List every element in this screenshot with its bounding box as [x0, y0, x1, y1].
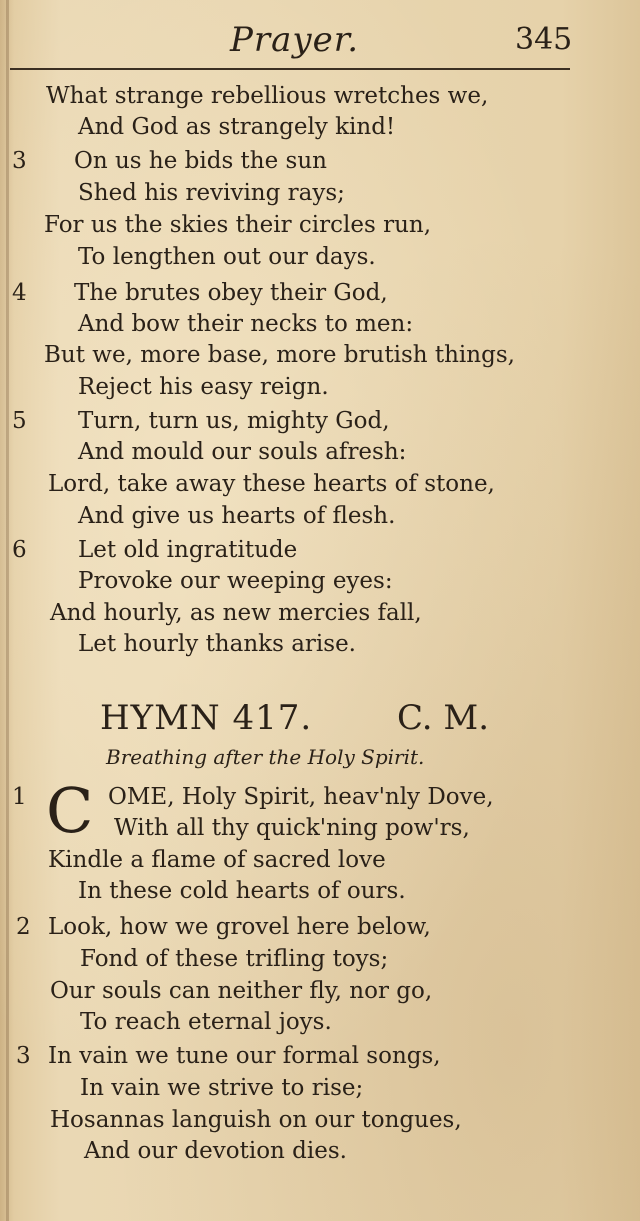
verse-line: The brutes obey their God, [74, 280, 388, 306]
header-rule [10, 68, 570, 70]
verse-line: And hourly, as new mercies fall, [50, 600, 422, 626]
hymn-meter: C. M. [397, 698, 490, 738]
verse-line: Fond of these trifling toys; [80, 946, 389, 972]
hymn-heading: HYMN 417. [100, 698, 313, 738]
verse-line: Reject his easy reign. [78, 374, 329, 400]
verse-line: In these cold hearts of ours. [78, 878, 406, 904]
page-number: 345 [515, 22, 573, 57]
verse-line: And mould our souls afresh: [78, 439, 407, 465]
verse-line: Hosannas languish on our tongues, [50, 1107, 462, 1133]
verse-line: For us the skies their circles run, [44, 212, 432, 238]
verse-line: Shed his reviving rays; [78, 180, 345, 206]
verse-line: And give us hearts of flesh. [78, 503, 396, 529]
verse-number: 4 [12, 280, 27, 306]
hymn-subtitle: Breathing after the Holy Spirit. [106, 745, 425, 769]
verse-number: 1 [12, 784, 27, 810]
verse-line: Our souls can neither fly, nor go, [50, 978, 433, 1004]
verse-line: Let old ingratitude [78, 537, 298, 563]
verse-line: Lord, take away these hearts of stone, [48, 471, 495, 497]
verse-line: And God as strangely kind! [78, 114, 396, 140]
verse-line: Kindle a flame of sacred love [48, 847, 386, 873]
verse-line: In vain we tune our formal songs, [48, 1043, 441, 1069]
verse-line: OME, Holy Spirit, heav'nly Dove, [108, 784, 494, 810]
verse-line: And bow their necks to men: [78, 311, 414, 337]
verse-number: 3 [12, 148, 27, 174]
verse-line: Look, how we grovel here below, [48, 914, 431, 940]
verse-line: With all thy quick'ning pow'rs, [114, 815, 470, 841]
verse-line: To lengthen out our days. [78, 244, 376, 270]
verse-line: What strange rebellious wretches we, [46, 83, 489, 109]
verse-line: On us he bids the sun [74, 148, 327, 174]
verse-line: Provoke our weeping eyes: [78, 568, 393, 594]
running-title: Prayer. [230, 20, 360, 60]
verse-number: 6 [12, 537, 27, 563]
drop-cap: C [46, 774, 94, 847]
verse-line: But we, more base, more brutish things, [44, 342, 515, 368]
verse-line: In vain we strive to rise; [80, 1075, 364, 1101]
verse-number: 5 [12, 408, 27, 434]
verse-line: Let hourly thanks arise. [78, 631, 356, 657]
verse-line: To reach eternal joys. [80, 1009, 332, 1035]
verse-number: 2 [16, 914, 31, 940]
verse-line: Turn, turn us, mighty God, [78, 408, 390, 434]
verse-line: And our devotion dies. [84, 1138, 347, 1164]
page-binding-edge [6, 0, 9, 1221]
verse-number: 3 [16, 1043, 31, 1069]
running-header [0, 14, 640, 64]
